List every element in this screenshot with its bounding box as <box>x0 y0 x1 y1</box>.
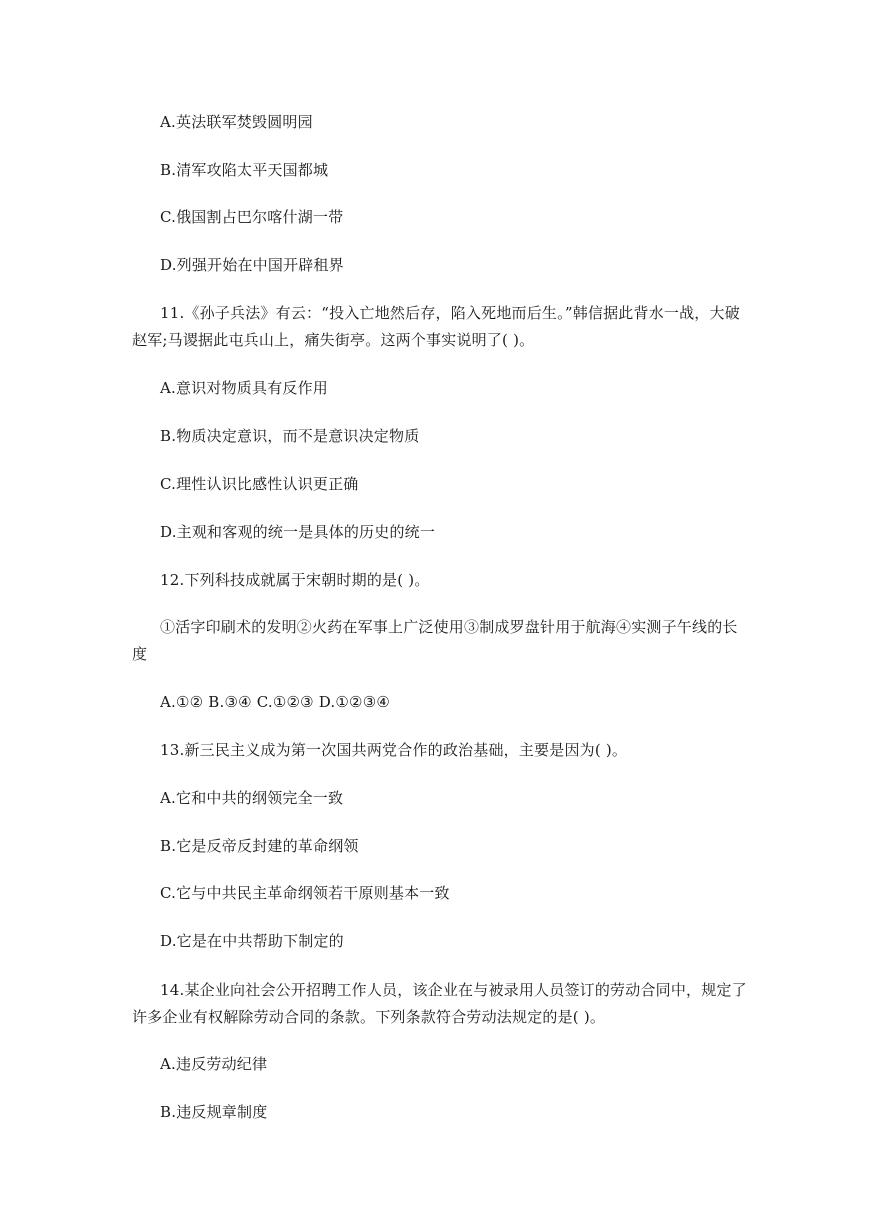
question-13: 13.新三民主义成为第一次国共两党合作的政治基础，主要是因为( )。 <box>160 741 628 759</box>
question-11: 11.《孙子兵法》有云：“投入亡地然后存，陷入死地而后生。”韩信据此背水一战，大破赵军;马谡据此屯兵山上，痛失街亭。这两个事实说明了( )。 <box>132 304 740 349</box>
question-12: 12.下列科技成就属于宋朝时期的是( )。 <box>160 571 430 589</box>
option-d-q11: D.主观和客观的统一是具体的历史的统一 <box>160 523 436 541</box>
option-c-q13: C.它与中共民主革命纲领若干原则基本一致 <box>160 884 450 902</box>
option-b-q14: B.违反规章制度 <box>160 1103 268 1121</box>
option-a-q11: A.意识对物质具有反作用 <box>160 379 329 397</box>
option-a-q14: A.违反劳动纪律 <box>160 1055 268 1073</box>
option-a-q10: A.英法联军焚毁圆明园 <box>160 113 313 131</box>
options-q12: A.①② B.③④ C.①②③ D.①②③④ <box>160 693 390 711</box>
option-b-q11: B.物质决定意识，而不是意识决定物质 <box>160 427 420 445</box>
question-12-statements: ①活字印刷术的发明②火药在军事上广泛使用③制成罗盘针用于航海④实测子午线的长度 <box>132 618 738 663</box>
option-d-q13: D.它是在中共帮助下制定的 <box>160 932 344 950</box>
option-c-q10: C.俄国割占巴尔喀什湖一带 <box>160 208 344 226</box>
option-b-q10: B.清军攻陷太平天国都城 <box>160 161 329 179</box>
option-b-q13: B.它是反帝反封建的革命纲领 <box>160 837 359 855</box>
option-c-q11: C.理性认识比感性认识更正确 <box>160 475 359 493</box>
option-d-q10: D.列强开始在中国开辟租界 <box>160 256 344 274</box>
option-a-q13: A.它和中共的纲领完全一致 <box>160 789 344 807</box>
question-14: 14.某企业向社会公开招聘工作人员，该企业在与被录用人员签订的劳动合同中，规定了许多企业有权解除劳动合同的条款。下列条款符合劳动法规定的是( )。 <box>132 981 747 1026</box>
